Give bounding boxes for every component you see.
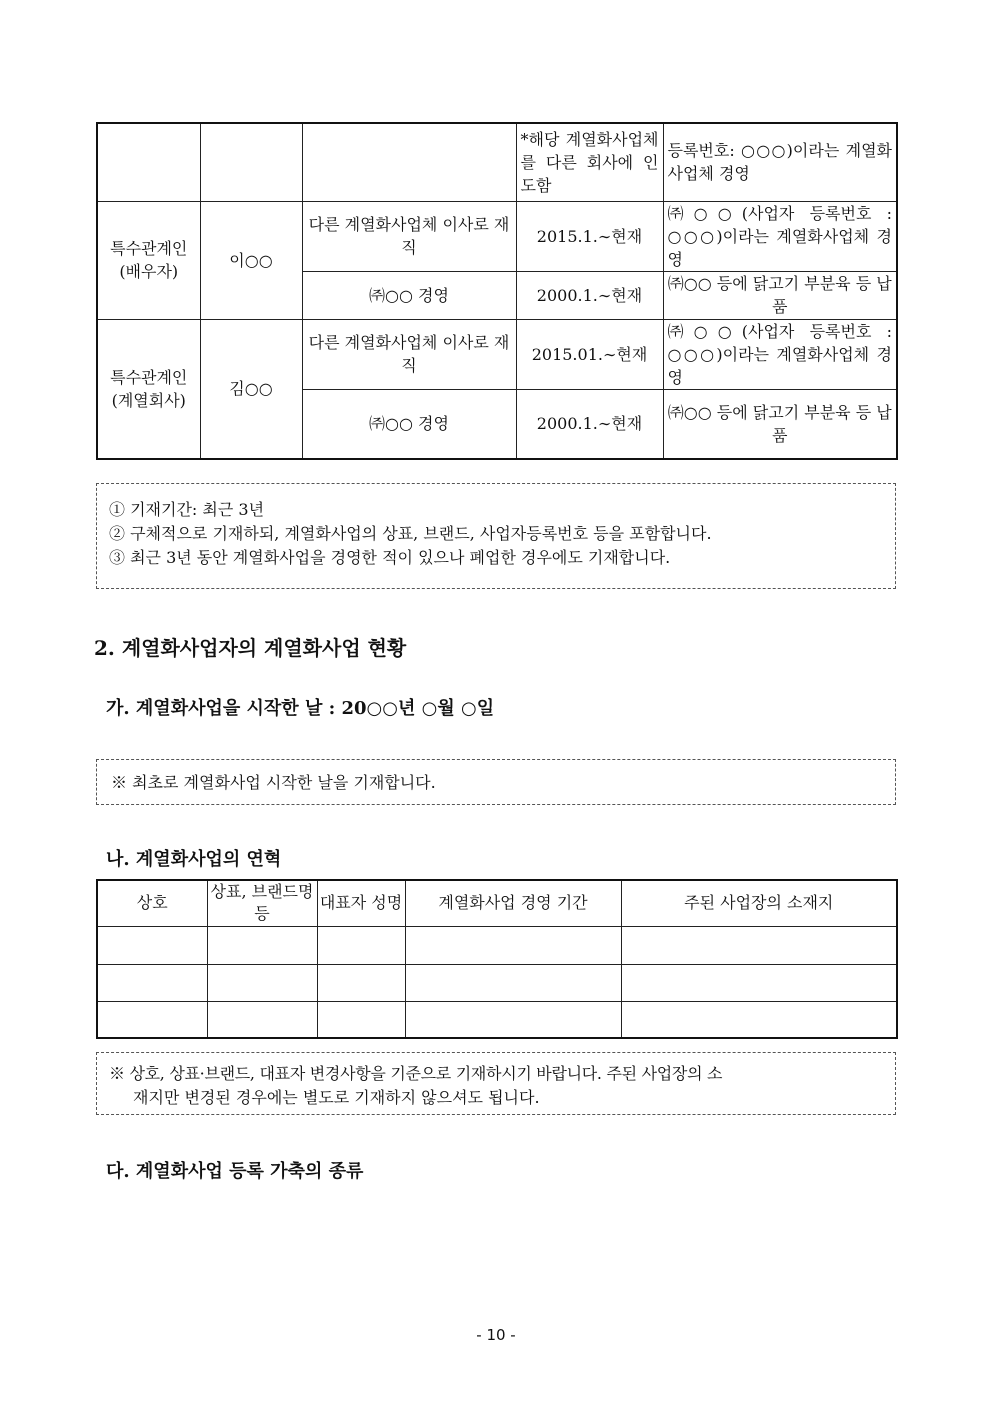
table-cell[interactable] [317, 1001, 405, 1038]
table-cell[interactable] [405, 964, 621, 1001]
table-cell [97, 123, 200, 201]
relation-cell: 특수관계인 (계열회사) [97, 319, 200, 459]
column-header: 상호 [97, 880, 207, 926]
column-header: 주된 사업장의 소재지 [621, 880, 897, 926]
column-header: 대표자 성명 [317, 880, 405, 926]
column-header: 상표, 브랜드명 등 [207, 880, 317, 926]
table-cell[interactable] [621, 926, 897, 964]
table-cell [200, 123, 302, 201]
notes-box [96, 483, 896, 589]
column-header: 계열화사업 경영 기간 [405, 880, 621, 926]
table-row [97, 123, 897, 201]
note-text: ※ 최초로 계열화사업 시작한 날을 기재합니다. [111, 773, 436, 792]
name-cell: 이○○ [200, 201, 302, 319]
table-cell [302, 123, 516, 201]
name-cell: 김○○ [200, 319, 302, 459]
section-title: 2. 계열화사업자의 계열화사업 현황 [94, 636, 407, 660]
start-date-note [96, 759, 896, 805]
transfer-note-cell: *해당 계열화사업체를 다른 회사에 인도함 [516, 123, 663, 201]
period-cell: 2015.01.∼현재 [516, 319, 663, 389]
subsection-a-title: 가. 계열화사업을 시작한 날 : 20○○년 ○월 ○일 [106, 698, 495, 719]
table-cell[interactable] [207, 926, 317, 964]
registration-cell: 등록번호: ○○○)이라는 계열화사업체 경영 [663, 123, 897, 201]
subsection-c-title: 다. 계열화사업 등록 가축의 종류 [106, 1161, 364, 1182]
table-row [97, 1001, 897, 1038]
table-cell[interactable] [207, 1001, 317, 1038]
table-row [97, 926, 897, 964]
detail-cell: ㈜○○ 등에 닭고기 부분육 등 납품 [663, 271, 897, 319]
role-cell: ㈜○○ 경영 [302, 389, 516, 459]
note-item: ③ 최근 3년 동안 계열화사업을 경영한 적이 있으나 폐업한 경우에도 기재합니다. [109, 548, 671, 567]
table-cell[interactable] [317, 964, 405, 1001]
table-row [97, 964, 897, 1001]
role-cell: ㈜○○ 경영 [302, 271, 516, 319]
table-row [97, 319, 897, 389]
table-cell[interactable] [317, 926, 405, 964]
table-header-row [97, 880, 897, 926]
table-cell[interactable] [405, 926, 621, 964]
page-number: - 10 - [476, 1326, 516, 1344]
role-cell: 다른 계열화사업체 이사로 재직 [302, 201, 516, 271]
note-text: 재지만 변경된 경우에는 별도로 기재하지 않으셔도 됩니다. [133, 1088, 540, 1107]
table-cell[interactable] [97, 1001, 207, 1038]
table-cell[interactable] [405, 1001, 621, 1038]
table-cell[interactable] [621, 964, 897, 1001]
relation-cell: 특수관계인 (배우자) [97, 201, 200, 319]
detail-cell: ㈜○○ 등에 닭고기 부분육 등 납품 [663, 389, 897, 459]
period-cell: 2000.1.∼현재 [516, 389, 663, 459]
note-item: ② 구체적으로 기재하되, 계열화사업의 상표, 브랜드, 사업자등록번호 등을 포함합니다. [109, 524, 712, 543]
table-row [97, 201, 897, 271]
period-cell: 2000.1.∼현재 [516, 271, 663, 319]
table-cell[interactable] [97, 926, 207, 964]
role-cell: 다른 계열화사업체 이사로 재직 [302, 319, 516, 389]
history-note [96, 1052, 896, 1115]
table-cell[interactable] [621, 1001, 897, 1038]
table-cell[interactable] [97, 964, 207, 1001]
table-cell[interactable] [207, 964, 317, 1001]
note-item: ① 기재기간: 최근 3년 [109, 500, 265, 519]
detail-cell: ㈜○○(사업자 등록번호 : ○○○)이라는 계열화사업체 경영 [663, 319, 897, 389]
history-table [96, 879, 898, 1039]
note-text: ※ 상호, 상표·브랜드, 대표자 변경사항을 기준으로 기재하시기 바랍니다. 주된 사업장의 소 [109, 1064, 723, 1083]
relation-business-table [96, 122, 898, 460]
period-cell: 2015.1.∼현재 [516, 201, 663, 271]
subsection-b-title: 나. 계열화사업의 연혁 [106, 849, 282, 870]
detail-cell: ㈜○○(사업자 등록번호 : ○○○)이라는 계열화사업체 경영 [663, 201, 897, 271]
